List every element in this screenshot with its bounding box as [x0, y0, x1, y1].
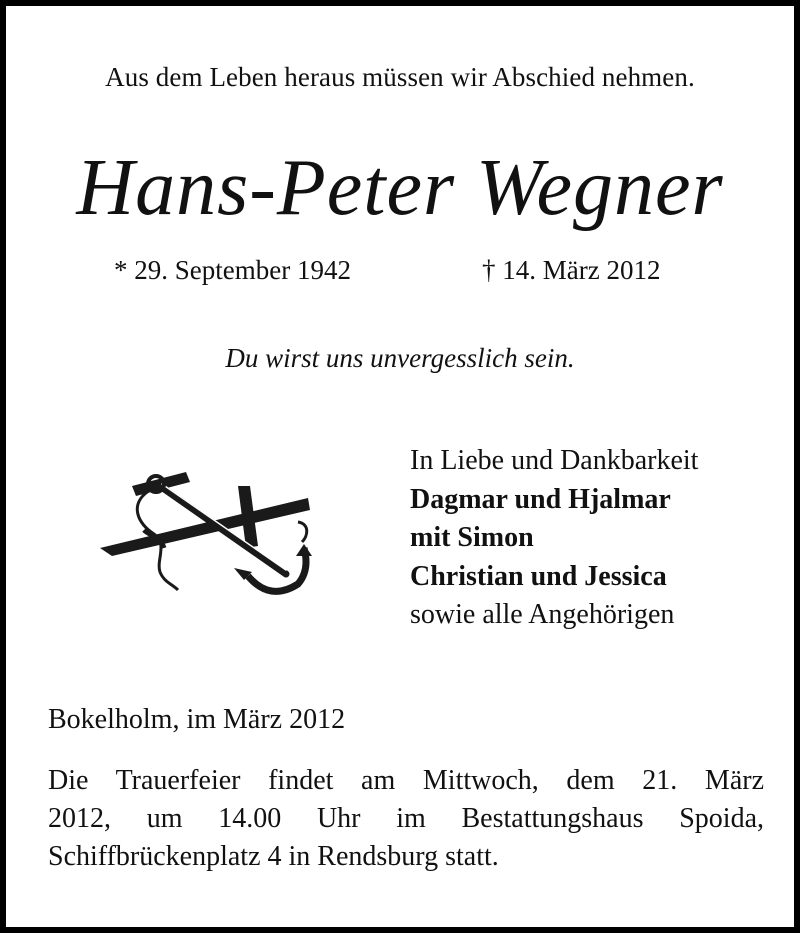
- mourners-intro: In Liebe und Dankbarkeit: [410, 445, 699, 476]
- memorial-quote: Du wirst uns unvergesslich sein.: [225, 343, 575, 373]
- birth-date: * 29. September 1942: [114, 255, 351, 285]
- intro-text: Aus dem Leben heraus müssen wir Abschied nehmen.: [105, 62, 695, 92]
- service-line-3: Schiffbrückenplatz 4 in Rendsburg statt.: [48, 841, 499, 872]
- funeral-service-info: [48, 762, 764, 876]
- mourners-block: [410, 442, 698, 635]
- anchor-cross-icon: [98, 464, 318, 604]
- mourner-names-1: Dagmar und Hjalmar: [410, 483, 671, 515]
- service-line-1: Die Trauerfeier findet am Mittwoch, dem 21. März: [48, 765, 764, 796]
- mourner-names-3: Christian und Jessica: [410, 560, 667, 592]
- place-and-date: Bokelholm, im März 2012: [48, 704, 346, 735]
- death-date: † 14. März 2012: [482, 255, 661, 285]
- mourner-names-2: mit Simon: [410, 522, 534, 553]
- mourners-relatives: sowie alle Angehörigen: [410, 599, 675, 630]
- service-line-2: 2012, um 14.00 Uhr im Bestattungshaus Spoida,: [48, 803, 764, 834]
- deceased-name: Hans-Peter Wegner: [76, 144, 724, 232]
